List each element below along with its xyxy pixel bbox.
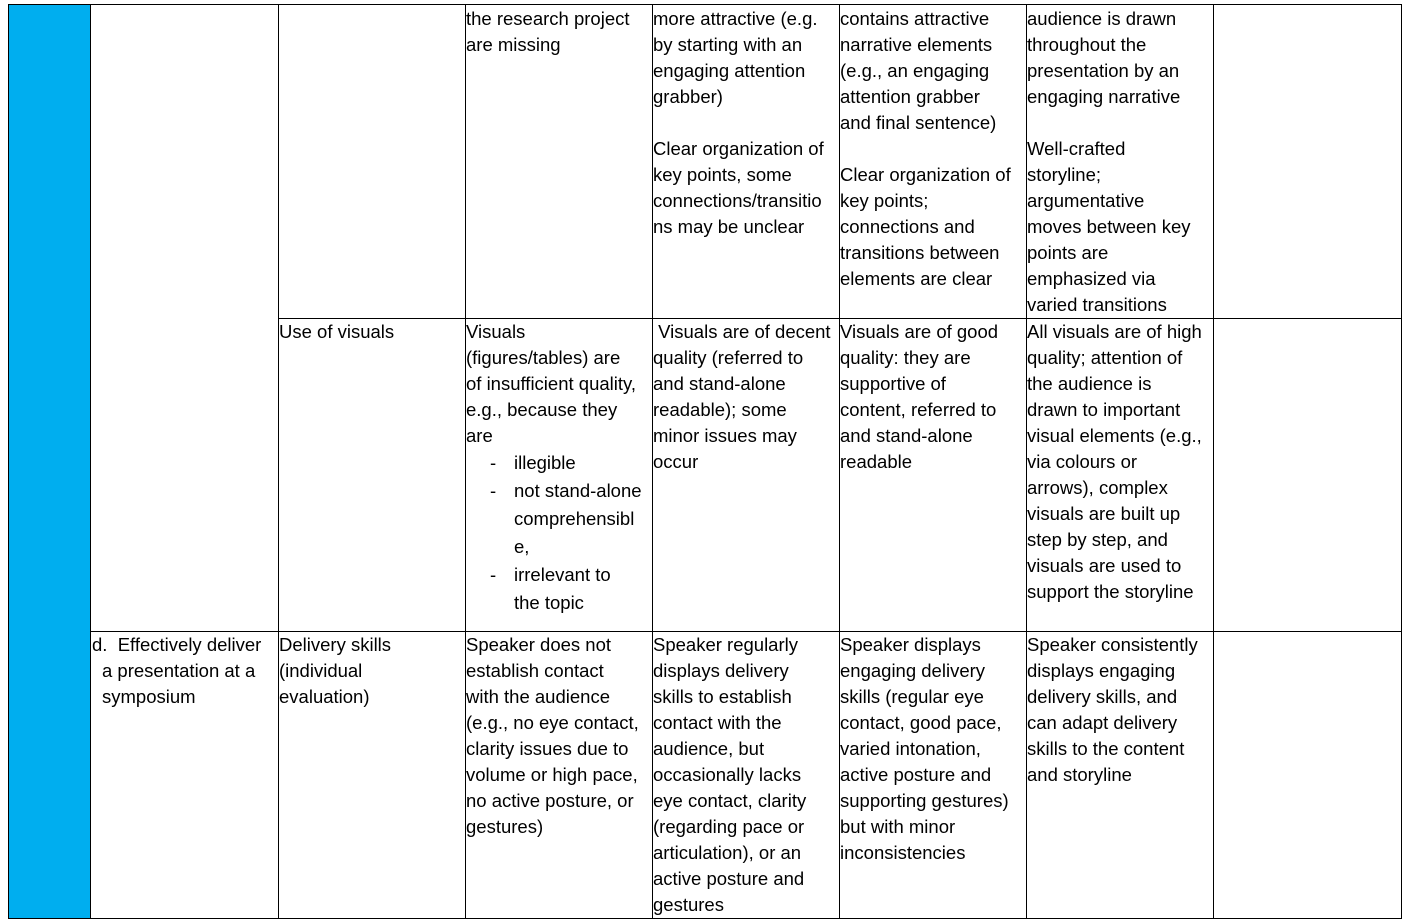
- cell-line: volume or high pace,: [466, 764, 638, 785]
- cell-line: engaging delivery: [840, 660, 986, 681]
- table-border-top: [8, 4, 1402, 5]
- cell-line: Visuals: [466, 321, 526, 342]
- cell-line: drawn to important: [1027, 399, 1181, 420]
- cell-line: Clear organization of: [653, 138, 824, 159]
- cell-line: Speaker regularly: [653, 634, 798, 655]
- cell-line: more attractive (e.g.: [653, 8, 818, 29]
- bullet-item: [466, 561, 642, 617]
- cell-line: All visuals are of high: [1027, 321, 1202, 342]
- cell-line: active posture and: [653, 868, 805, 889]
- cell-line: argumentative: [1027, 190, 1145, 211]
- row-0-insufficient-cell: [466, 6, 630, 58]
- row-2-aspect-cell: [279, 632, 391, 710]
- cell-line: visuals are built up: [1027, 503, 1181, 524]
- cell-line: not stand-alone: [514, 480, 642, 501]
- row-2-excellent-cell: [1027, 632, 1198, 788]
- row-1-excellent-cell: [1027, 319, 1202, 605]
- cell-line: and final sentence): [840, 112, 997, 133]
- cell-line: transitions between: [840, 242, 1000, 263]
- cell-line: no active posture, or: [466, 790, 634, 811]
- cell-line: clarity issues due to: [466, 738, 629, 759]
- cell-line: of insufficient quality,: [466, 373, 637, 394]
- cell-line: throughout the: [1027, 34, 1147, 55]
- cell-line: support the storyline: [1027, 581, 1194, 602]
- cell-line: contact with the: [653, 712, 782, 733]
- criterion-line: d. Effectively deliver: [92, 634, 262, 655]
- row-0-good-cell: [840, 6, 1011, 292]
- cell-line: but with minor: [840, 816, 956, 837]
- cell-line: minor issues may: [653, 425, 797, 446]
- bullet-dash: -: [490, 564, 497, 585]
- bullet-item: [466, 477, 642, 561]
- cell-line: connections and: [840, 216, 975, 237]
- row-1-aspect-cell: [279, 319, 394, 345]
- cell-line: occasionally lacks: [653, 764, 802, 785]
- column-divider: [90, 4, 91, 919]
- cell-line: and stand-alone: [840, 425, 973, 446]
- cell-line: displays engaging: [1027, 660, 1176, 681]
- cell-line: gestures: [653, 894, 724, 915]
- cell-line: establish contact: [466, 660, 604, 681]
- cell-line: Well-crafted: [1027, 138, 1126, 159]
- cell-line: key points;: [840, 190, 929, 211]
- cell-line: readable); some: [653, 399, 787, 420]
- cell-line: storyline;: [1027, 164, 1102, 185]
- table-border-bottom: [8, 918, 1402, 919]
- cell-line: Speaker consistently: [1027, 634, 1198, 655]
- cell-line: visuals are used to: [1027, 555, 1182, 576]
- row-0-sufficient-cell: [653, 6, 824, 240]
- cell-line: varied intonation,: [840, 738, 981, 759]
- accent-stripe: [8, 4, 90, 918]
- column-divider: [278, 4, 279, 919]
- cell-line: supporting gestures): [840, 790, 1009, 811]
- cell-line: Speaker does not: [466, 634, 612, 655]
- cell-line: gestures): [466, 816, 544, 837]
- bullet-text: [514, 477, 642, 561]
- table-border-left: [8, 4, 9, 919]
- cell-line: readable: [840, 451, 913, 472]
- cell-line: visual elements (e.g.,: [1027, 425, 1202, 446]
- bullet-dash: -: [490, 452, 497, 473]
- cell-line: and stand-alone: [653, 373, 786, 394]
- row-0-excellent-cell: [1027, 6, 1191, 318]
- cell-line: illegible: [514, 452, 576, 473]
- cell-line: attention grabber: [840, 86, 980, 107]
- cell-line: audience, but: [653, 738, 765, 759]
- cell-line: are: [466, 425, 493, 446]
- column-divider: [1213, 4, 1214, 919]
- aspect-label: Use of visuals: [279, 321, 395, 342]
- cell-line: skills to establish: [653, 686, 792, 707]
- table-border-right: [1401, 4, 1402, 919]
- cell-line: skills to the content: [1027, 738, 1185, 759]
- cell-line: Visuals are of good: [840, 321, 999, 342]
- cell-line: (regarding pace or: [653, 816, 805, 837]
- cell-line: ns may be unclear: [653, 216, 805, 237]
- cell-line: displays delivery: [653, 660, 789, 681]
- cell-line: audience is drawn: [1027, 8, 1177, 29]
- cell-line: inconsistencies: [840, 842, 966, 863]
- cell-line: supportive of: [840, 373, 946, 394]
- cell-line: with the audience: [466, 686, 610, 707]
- cell-line: irrelevant to: [514, 564, 611, 585]
- cell-line: points are: [1027, 242, 1109, 263]
- cell-line: delivery skills, and: [1027, 686, 1178, 707]
- row-2-criterion-cell: [92, 632, 261, 710]
- criterion-line: a presentation at a: [102, 660, 256, 681]
- cell-line: Visuals are of decent: [653, 321, 831, 342]
- row-2-good-cell: [840, 632, 1009, 866]
- cell-line: quality: they are: [840, 347, 971, 368]
- cell-line: engaging narrative: [1027, 86, 1181, 107]
- cell-line: evaluation): [279, 686, 370, 707]
- cell-line: presentation by an: [1027, 60, 1180, 81]
- cell-line: contact, good pace,: [840, 712, 1002, 733]
- cell-line: (individual: [279, 660, 363, 681]
- cell-line: the research project: [466, 8, 630, 29]
- cell-line: key points, some: [653, 164, 792, 185]
- cell-line: by starting with an: [653, 34, 803, 55]
- cell-line: arrows), complex: [1027, 477, 1168, 498]
- cell-line: moves between key: [1027, 216, 1191, 237]
- row-1-sufficient-cell: [653, 319, 831, 475]
- cell-line: Clear organization of: [840, 164, 1011, 185]
- cell-line: grabber): [653, 86, 723, 107]
- cell-line: e,: [514, 536, 530, 557]
- paragraph-gap: [1027, 110, 1191, 136]
- row-2-sufficient-cell: [653, 632, 806, 918]
- cell-line: are missing: [466, 34, 561, 55]
- cell-line: occur: [653, 451, 699, 472]
- cell-line: via colours or: [1027, 451, 1138, 472]
- cell-line: (e.g., an engaging: [840, 60, 990, 81]
- cell-line: Delivery skills: [279, 634, 392, 655]
- cell-line: skills (regular eye: [840, 686, 984, 707]
- cell-line: e.g., because they: [466, 399, 618, 420]
- cell-line: Speaker displays: [840, 634, 981, 655]
- row-1-insufficient-cell: [466, 319, 642, 617]
- bullet-item: [466, 449, 642, 477]
- cell-line: step by step, and: [1027, 529, 1168, 550]
- cell-line: the audience is: [1027, 373, 1152, 394]
- cell-line: elements are clear: [840, 268, 993, 289]
- cell-line: varied transitions: [1027, 294, 1167, 315]
- bullet-dash: -: [490, 480, 497, 501]
- cell-line: the topic: [514, 592, 584, 613]
- row-2-insufficient-cell: [466, 632, 639, 840]
- bullet-text: [514, 561, 611, 617]
- cell-line: narrative elements: [840, 34, 993, 55]
- cell-line: content, referred to: [840, 399, 997, 420]
- cell-line: and storyline: [1027, 764, 1132, 785]
- cell-line: can adapt delivery: [1027, 712, 1178, 733]
- cell-line: engaging attention: [653, 60, 806, 81]
- bullet-text: [514, 449, 576, 477]
- cell-line: (figures/tables) are: [466, 347, 621, 368]
- cell-line: comprehensibl: [514, 508, 635, 529]
- cell-line: emphasized via: [1027, 268, 1156, 289]
- cell-line: active posture and: [840, 764, 992, 785]
- cell-line: articulation), or an: [653, 842, 802, 863]
- cell-line: contains attractive: [840, 8, 990, 29]
- cell-line: connections/transitio: [653, 190, 822, 211]
- cell-line: quality (referred to: [653, 347, 804, 368]
- cell-line: (e.g., no eye contact,: [466, 712, 639, 733]
- row-1-good-cell: [840, 319, 998, 475]
- paragraph-gap: [840, 136, 1011, 162]
- cell-line: eye contact, clarity: [653, 790, 807, 811]
- paragraph-gap: [653, 110, 824, 136]
- cell-line: quality; attention of: [1027, 347, 1183, 368]
- criterion-line: symposium: [102, 686, 196, 707]
